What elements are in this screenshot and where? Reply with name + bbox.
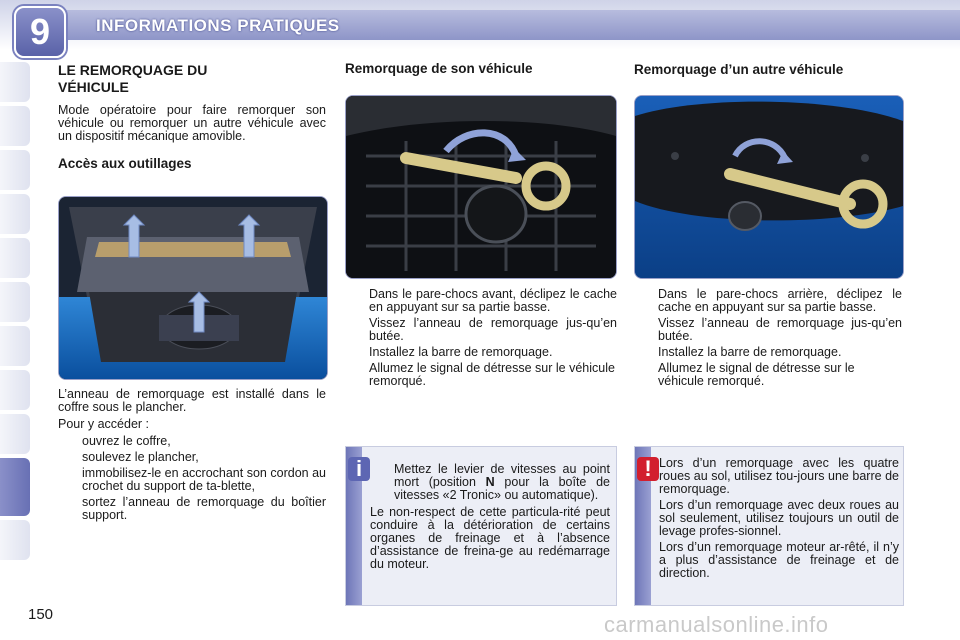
list-item: immobilisez-le en accrochant son cordon au crochet du support de ta-blette, (82, 466, 326, 493)
list-item: Dans le pare-chocs avant, déclipez le cache en appuyant sur sa partie basse. (369, 287, 617, 314)
info-icon: i (348, 457, 370, 481)
warning-paragraph: Lors d’un remorquage avec les quatre roues au sol, utilisez tou-jours une barre de remorquage. (659, 456, 899, 496)
side-tab[interactable] (0, 370, 30, 410)
list-item: Allumez le signal de détresse sur le véhicule remorqué. (369, 361, 615, 388)
list-item: Mettez le levier de vitesses au point mort (position N pour la boîte de vitesses «2 Tronic» ou automatique). (394, 462, 610, 502)
access-lead: Pour y accéder : (58, 417, 150, 431)
column-tow-other-steps (634, 288, 902, 391)
column-tow-own-vehicle (345, 62, 617, 75)
column-tow-own-steps (345, 288, 617, 391)
list-item: Allumez le signal de détresse sur le véhicule remorqué. (658, 361, 855, 388)
section-heading: LE REMORQUAGE DU VÉHICULE (58, 62, 208, 95)
column-towing-steps (58, 388, 326, 525)
watermark: carmanualsonline.info (604, 612, 829, 637)
intro-paragraph: Mode opératoire pour faire remorquer son véhicule ou remorquer un autre véhicule avec un dispositif mécanique amovible. (58, 103, 326, 143)
trunk-photo (58, 196, 328, 380)
warning-paragraph: Lors d’un remorquage avec deux roues au sol seulement, utilisez toujours un outil de levage profes-sionnel. (659, 498, 899, 538)
access-steps-list (58, 435, 326, 522)
column-tow-other-vehicle (634, 62, 902, 77)
ring-location-paragraph: L’anneau de remorquage est installé dans le coffre sous le plancher. (58, 387, 326, 414)
side-tab[interactable] (0, 238, 30, 278)
rear-bumper-photo (634, 95, 904, 279)
chapter-title: INFORMATIONS PRATIQUES (96, 16, 340, 35)
section-heading: Remorquage d’un autre véhicule (634, 62, 844, 77)
list-item: Installez la barre de remorquage. (658, 345, 842, 359)
page-header (0, 0, 960, 50)
list-item: soulevez le plancher, (82, 450, 199, 464)
side-tab[interactable] (0, 150, 30, 190)
side-tab[interactable] (0, 282, 30, 322)
list-item: Vissez l’anneau de remorquage jus-qu’en butée. (369, 316, 617, 343)
section-heading: Remorquage de son véhicule (345, 61, 533, 76)
info-note-box (345, 446, 617, 606)
warning-icon: ! (637, 457, 659, 481)
rear-bumper-illustration (635, 96, 903, 278)
list-item: sortez l’anneau de remorquage du boîtier support. (82, 495, 326, 522)
column-towing-intro (58, 62, 326, 170)
side-tab[interactable] (0, 520, 30, 560)
warning-paragraph: Lors d’un remorquage moteur ar-rêté, il n’y a plus d’assistance de freinage et de direction. (659, 540, 899, 580)
warning-note-box (634, 446, 904, 606)
side-tab[interactable] (0, 194, 30, 234)
tow-own-steps-list (345, 288, 617, 388)
side-tab[interactable] (0, 414, 30, 454)
info-note-list (370, 463, 610, 502)
side-tab-strip (0, 62, 30, 564)
list-item: Vissez l’anneau de remorquage jus-qu’en butée. (658, 316, 902, 343)
side-tab[interactable] (0, 106, 30, 146)
list-item: Dans le pare-chocs arrière, déclipez le cache en appuyant sur sa partie basse. (658, 287, 902, 314)
trunk-illustration (59, 197, 327, 379)
side-tab-active[interactable] (0, 458, 30, 516)
tow-other-steps-list (634, 288, 902, 388)
list-item: ouvrez le coffre, (82, 434, 171, 448)
chapter-badge: 9 (14, 6, 66, 58)
list-item: Installez la barre de remorquage. (369, 345, 553, 359)
side-tab[interactable] (0, 62, 30, 102)
info-note-paragraph: Le non-respect de cette particula-rité peut conduire à la détérioration de certains organes de freinage et à l’absence d’assistance de freina-ge au redémarrage du moteur. (370, 505, 610, 571)
page-number: 150 (28, 606, 54, 623)
side-tab[interactable] (0, 326, 30, 366)
front-bumper-photo (345, 95, 617, 279)
subsection-heading: Accès aux outillages (58, 156, 192, 171)
front-bumper-illustration (346, 96, 616, 278)
